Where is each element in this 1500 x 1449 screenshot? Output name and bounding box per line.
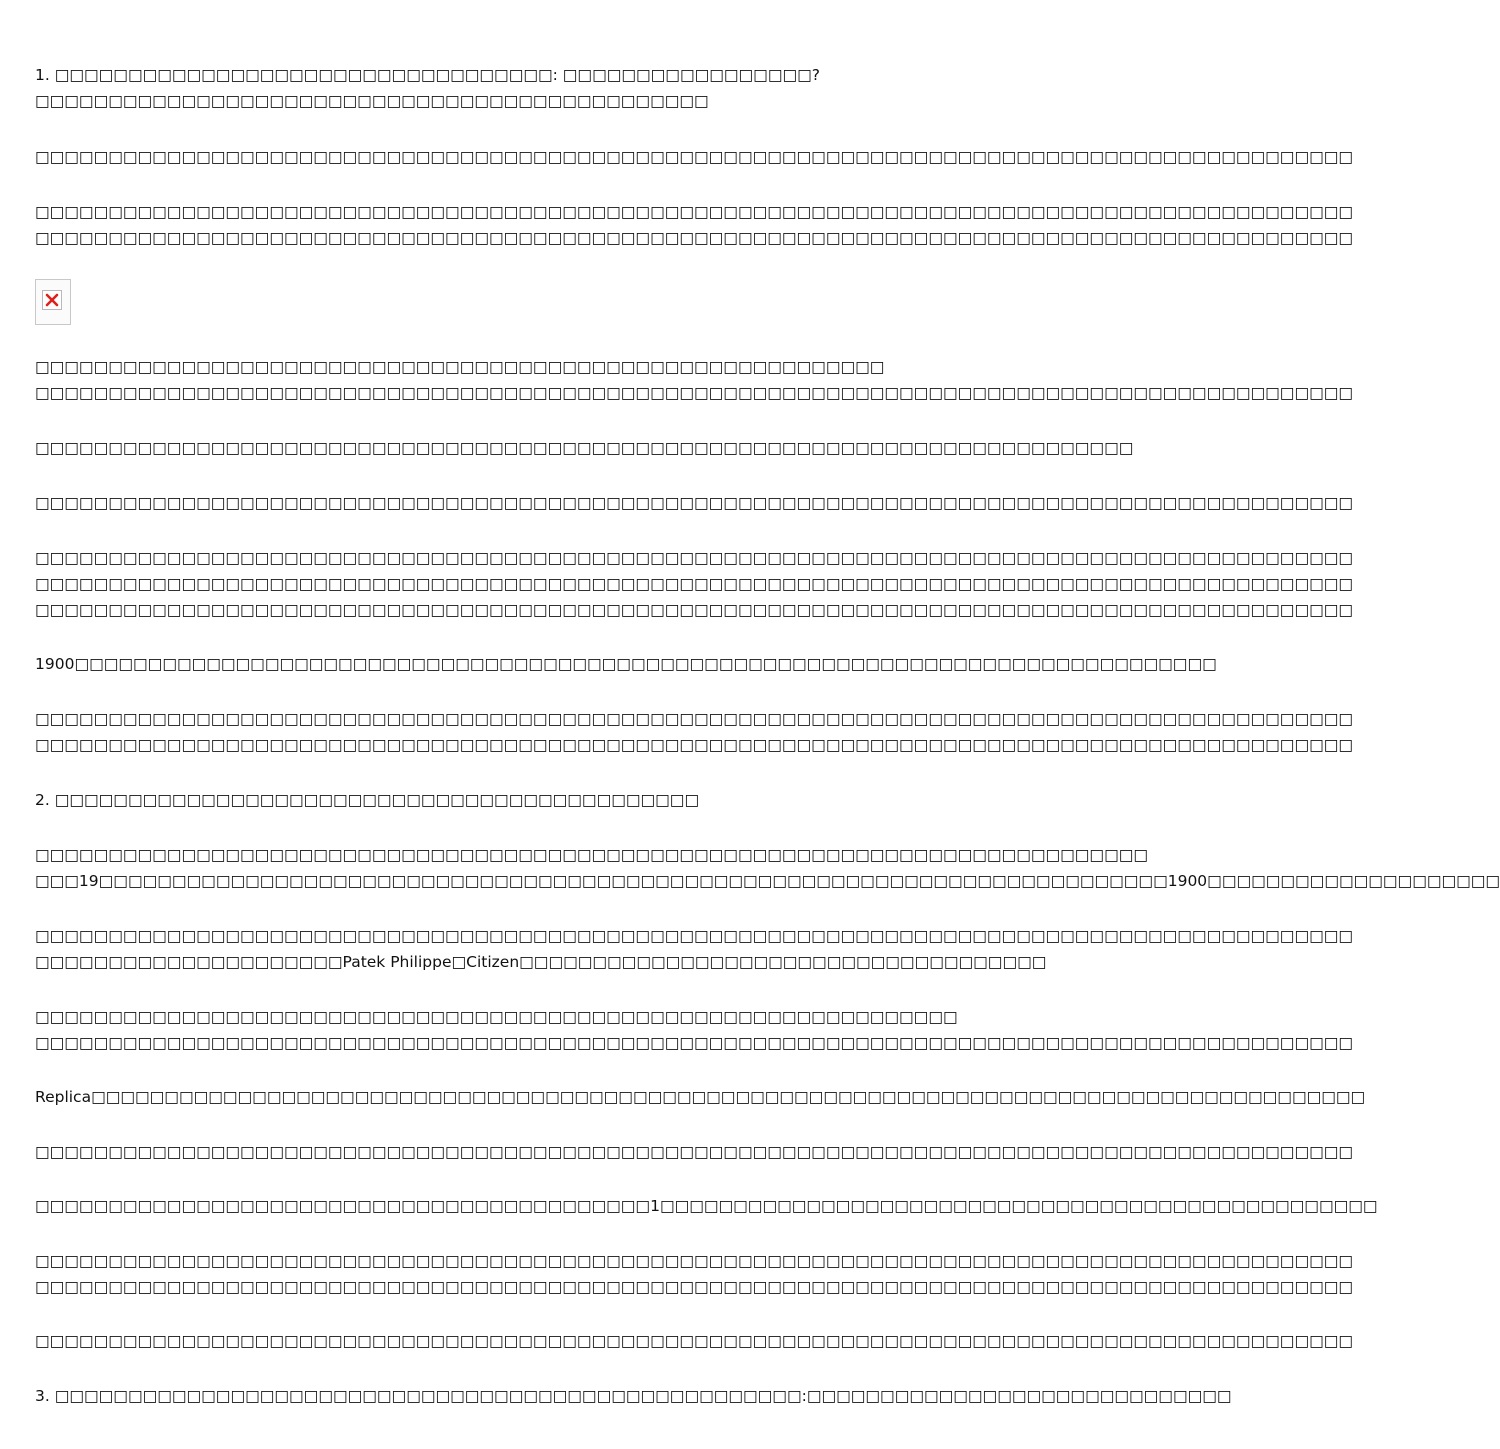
paragraph-line: □□□□□□□□□□□□□□□□□□□□□Patek Philippe□Citizen□□□□□□□□□□□□□□□□□□□□□□□□□□□□□□□□□□□□ xyxy=(35,953,1047,971)
broken-image xyxy=(35,279,71,325)
paragraph-line: □□□□□□□□□□□□□□□□□□□□□□□□□□□□□□□□□□□□□□□□□□□□□□□□□□□□□□□□□□□□□□□□□□□□□□□□□□□□□□□□□□□□□□□□□□ xyxy=(35,927,1354,945)
paragraph-line: □□□□□□□□□□□□□□□□□□□□□□□□□□□□□□□□□□□□□□□□□□1□□□□□□□□□□□□□□□□□□□□□□□□□□□□□□□□□□□□□□□□□□□□□□□□□ xyxy=(35,1197,1378,1215)
paragraph-line: □□□19□□□□□□□□□□□□□□□□□□□□□□□□□□□□□□□□□□□□□□□□□□□□□□□□□□□□□□□□□□□□□□□□□□□□□□□□□1900□□□□□□□□□□□□□□□□□□□□ xyxy=(35,872,1500,890)
paragraph-line: □□□□□□□□□□□□□□□□□□□□□□□□□□□□□□□□□□□□□□□□□□□□□□□□□□□□□□□□□□□□□□□□□□□□□□□□□□□□□□□□□□□□□□□□□□ xyxy=(35,575,1354,593)
paragraph-line: □□□□□□□□□□□□□□□□□□□□□□□□□□□□□□□□□□□□□□□□□□□□□□□□□□□□□□□□□□□□□□□□□□□□□□□□□□□□□□□□□□□□□□□□□□ xyxy=(35,549,1354,567)
paragraph-line: □□□□□□□□□□□□□□□□□□□□□□□□□□□□□□□□□□□□□□□□□□□□□□□□□□□□□□□□□□□□□□□□□□□□□□□□□□□□□□□□□□□□□□□□□□ xyxy=(35,148,1354,166)
paragraph-line: □□□□□□□□□□□□□□□□□□□□□□□□□□□□□□□□□□□□□□□□□□□□□□□□□□□□□□□□□□□□□□□□□□□□□□□□□□□□□□□□□□□□□□□□□□ xyxy=(35,710,1354,728)
paragraph-line: □□□□□□□□□□□□□□□□□□□□□□□□□□□□□□□□□□□□□□□□□□□□□□□□□□□□□□□□□□□□□□□□□□□□□□□□□□□□□□□□□□□□□□□□□□ xyxy=(35,203,1354,221)
paragraph-line: □□□□□□□□□□□□□□□□□□□□□□□□□□□□□□□□□□□□□□□□□□□□□□□□□□□□□□□□□□□□□□□□□□□□□□□□□□□□□□□□□□□□□□□□□□ xyxy=(35,1252,1354,1270)
paragraph-line: □□□□□□□□□□□□□□□□□□□□□□□□□□□□□□□□□□□□□□□□□□□□□□□□□□□□□□□□□□□□□□□□□□□□□□□□□□□□□□□□□□□□□□□□□□ xyxy=(35,229,1354,247)
paragraph-line: □□□□□□□□□□□□□□□□□□□□□□□□□□□□□□□□□□□□□□□□□□□□□□□□□□□□□□□□□□□□□□□□□□□□□□□□□□□ xyxy=(35,439,1134,457)
broken-image-icon xyxy=(42,290,62,310)
heading-2: 2. □□□□□□□□□□□□□□□□□□□□□□□□□□□□□□□□□□□□□□□□□□□□ xyxy=(35,791,700,809)
paragraph-line: □□□□□□□□□□□□□□□□□□□□□□□□□□□□□□□□□□□□□□□□□□□□□□□□□□□□□□□□□□ xyxy=(35,358,885,376)
paragraph-line: □□□□□□□□□□□□□□□□□□□□□□□□□□□□□□□□□□□□□□□□□□□□□□□□□□□□□□□□□□□□□□□□□□□□□□□□□□□□□□□□□□□□□□□□□□ xyxy=(35,1332,1354,1350)
paragraph-line: □□□□□□□□□□□□□□□□□□□□□□□□□□□□□□□□□□□□□□□□□□□□□□□□□□□□□□□□□□□□□□□□□□□□□□□□□□□□ xyxy=(35,846,1149,864)
paragraph-line: □□□□□□□□□□□□□□□□□□□□□□□□□□□□□□□□□□□□□□□□□□□□□□□□□□□□□□□□□□□□□□□□□□□□□□□□□□□□□□□□□□□□□□□□□□ xyxy=(35,1143,1354,1161)
paragraph-line: □□□□□□□□□□□□□□□□□□□□□□□□□□□□□□□□□□□□□□□□□□□□□□ xyxy=(35,92,709,110)
paragraph-line: □□□□□□□□□□□□□□□□□□□□□□□□□□□□□□□□□□□□□□□□□□□□□□□□□□□□□□□□□□□□□□□□□□□□□□□□□□□□□□□□□□□□□□□□□□ xyxy=(35,494,1354,512)
paragraph-line: □□□□□□□□□□□□□□□□□□□□□□□□□□□□□□□□□□□□□□□□□□□□□□□□□□□□□□□□□□□□□□□□□□□□□□□□□□□□□□□□□□□□□□□□□□ xyxy=(35,736,1354,754)
heading-1: 1. □□□□□□□□□□□□□□□□□□□□□□□□□□□□□□□□□□: □□□□□□□□□□□□□□□□□? xyxy=(35,66,820,84)
paragraph-line: □□□□□□□□□□□□□□□□□□□□□□□□□□□□□□□□□□□□□□□□□□□□□□□□□□□□□□□□□□□□□□□□□□□□□□□□□□□□□□□□□□□□□□□□□□ xyxy=(35,1278,1354,1296)
paragraph-line: □□□□□□□□□□□□□□□□□□□□□□□□□□□□□□□□□□□□□□□□□□□□□□□□□□□□□□□□□□□□□□□ xyxy=(35,1008,958,1026)
paragraph-line: □□□□□□□□□□□□□□□□□□□□□□□□□□□□□□□□□□□□□□□□□□□□□□□□□□□□□□□□□□□□□□□□□□□□□□□□□□□□□□□□□□□□□□□□□□ xyxy=(35,1034,1354,1052)
paragraph-line: □□□□□□□□□□□□□□□□□□□□□□□□□□□□□□□□□□□□□□□□□□□□□□□□□□□□□□□□□□□□□□□□□□□□□□□□□□□□□□□□□□□□□□□□□□ xyxy=(35,384,1354,402)
heading-3: 3. □□□□□□□□□□□□□□□□□□□□□□□□□□□□□□□□□□□□□□□□□□□□□□□□□□□:□□□□□□□□□□□□□□□□□□□□□□□□□□□□□ xyxy=(35,1387,1232,1405)
paragraph-line: Replica□□□□□□□□□□□□□□□□□□□□□□□□□□□□□□□□□□□□□□□□□□□□□□□□□□□□□□□□□□□□□□□□□□□□□□□□□□□□□□□□□□□□□□□ xyxy=(35,1088,1366,1106)
paragraph-line: □□□□□□□□□□□□□□□□□□□□□□□□□□□□□□□□□□□□□□□□□□□□□□□□□□□□□□□□□□□□□□□□□□□□□□□□□□□□□□□□□□□□□□□□□□ xyxy=(35,601,1354,619)
paragraph-line: 1900□□□□□□□□□□□□□□□□□□□□□□□□□□□□□□□□□□□□□□□□□□□□□□□□□□□□□□□□□□□□□□□□□□□□□□□□□□□□□□ xyxy=(35,655,1217,673)
document-page xyxy=(35,62,1500,1432)
